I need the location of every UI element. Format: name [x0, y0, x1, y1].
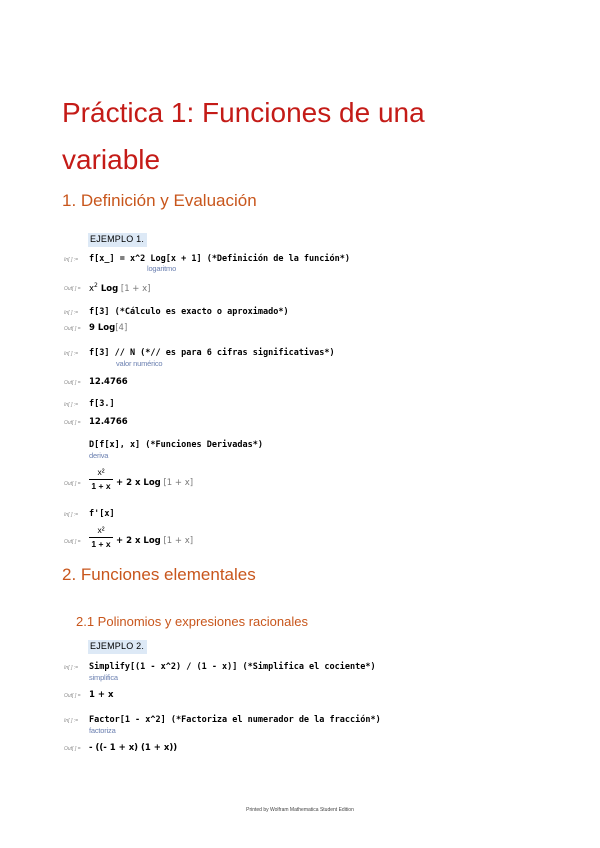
output-label: Out[ ] = — [64, 420, 81, 426]
input-cell-3[interactable]: f[3] // N (*// es para 6 cifras significativas*) — [89, 348, 335, 358]
output-cell-1 — [89, 283, 150, 293]
output-label: Out[ ] = — [64, 693, 81, 699]
output-2-value: 9 Log — [89, 323, 116, 333]
output-1-exponent: 2 — [94, 282, 98, 289]
autocomplete-hint-7: simplifica — [89, 673, 118, 682]
output-label: Out[ ] = — [64, 326, 81, 332]
example-label-1: EJEMPLO 1. — [88, 233, 147, 247]
autocomplete-hint-1: logaritmo — [147, 264, 177, 273]
output-6-log: + 2 x Log — [116, 536, 161, 546]
output-2-arg: [4] — [115, 323, 128, 333]
input-cell-1[interactable]: f[x_] = x^2 Log[x + 1] (*Definición de la función*) — [89, 254, 350, 264]
output-label: Out[ ] = — [64, 746, 81, 752]
output-5-log: + 2 x Log — [116, 478, 161, 488]
input-label: In[ ] := — [64, 351, 79, 357]
output-cell-8: - ((- 1 + x) (1 + x)) — [89, 743, 178, 753]
output-6-numerator: x² — [97, 525, 105, 535]
footer-note: Printed by Wolfram Mathematica Student Edition — [246, 807, 354, 813]
autocomplete-hint-5: deriva — [89, 451, 109, 460]
input-label: In[ ] := — [64, 402, 79, 408]
input-label: In[ ] := — [64, 512, 79, 518]
output-5-denominator: 1 + x — [91, 480, 111, 491]
input-cell-4[interactable]: f[3.] — [89, 399, 115, 409]
output-6-arg: [1 + x] — [163, 536, 194, 546]
output-cell-2 — [89, 324, 127, 333]
output-1-x: x — [89, 283, 95, 294]
input-label: In[ ] := — [64, 665, 79, 671]
output-label: Out[ ] = — [64, 286, 81, 292]
input-label: In[ ] := — [64, 310, 79, 316]
output-5-numerator: x² — [97, 467, 105, 477]
input-label: In[ ] := — [64, 257, 79, 263]
input-cell-8[interactable]: Factor[1 - x^2] (*Factoriza el numerador de la fracción*) — [89, 715, 381, 725]
output-label: Out[ ] = — [64, 481, 81, 487]
input-cell-5[interactable]: D[f[x], x] (*Funciones Derivadas*) — [89, 440, 263, 450]
output-label: Out[ ] = — [64, 539, 81, 545]
output-5-fraction — [89, 468, 113, 490]
output-1-log: Log — [97, 283, 119, 294]
input-cell-6[interactable]: f'[x] — [89, 509, 115, 519]
output-cell-3: 12.4766 — [89, 377, 128, 387]
output-cell-7: 1 + x — [89, 690, 114, 700]
page-title-line-1: Práctica 1: Funciones de una — [62, 97, 425, 128]
autocomplete-hint-3: valor numérico — [116, 359, 163, 368]
autocomplete-hint-8: factoriza — [89, 726, 116, 735]
output-6-denominator: 1 + x — [91, 538, 111, 549]
section-heading-1: 1. Definición y Evaluación — [62, 191, 257, 210]
input-label: In[ ] := — [64, 718, 79, 724]
input-cell-2[interactable]: f[3] (*Cálculo es exacto o aproximado*) — [89, 307, 289, 317]
output-cell-6 — [116, 537, 193, 546]
subsection-heading: 2.1 Polinomios y expresiones racionales — [76, 614, 308, 629]
output-label: Out[ ] = — [64, 380, 81, 386]
output-cell-5 — [116, 479, 193, 488]
input-cell-7[interactable]: Simplify[(1 - x^2) / (1 - x)] (*Simplifica el cociente*) — [89, 662, 376, 672]
output-5-arg: [1 + x] — [163, 478, 194, 488]
page-title-line-2: variable — [62, 144, 161, 175]
output-6-fraction — [89, 526, 113, 548]
section-heading-2: 2. Funciones elementales — [62, 565, 256, 584]
output-cell-4: 12.4766 — [89, 417, 128, 427]
example-label-2: EJEMPLO 2. — [88, 640, 147, 654]
output-1-arg: [1 + x] — [120, 283, 151, 294]
